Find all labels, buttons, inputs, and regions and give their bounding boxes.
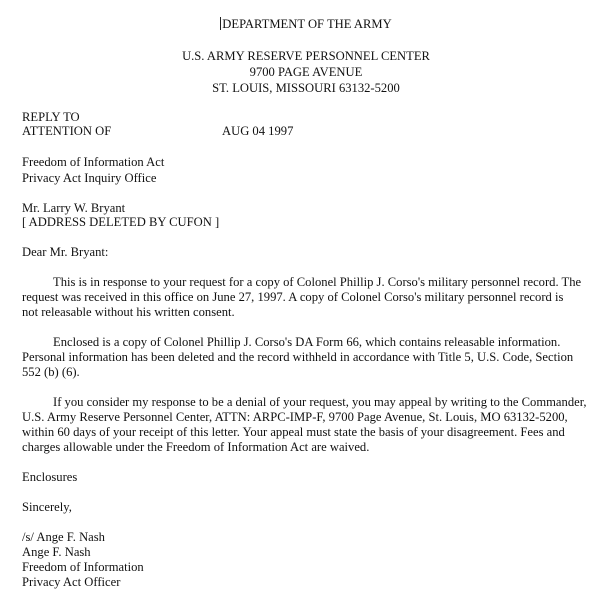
paragraph-1-line-1: This is in response to your request for a copy of Colonel Phillip J. Corso's military personnel record. The xyxy=(53,275,582,289)
paragraph-3-line-2: U.S. Army Reserve Personnel Center, ATTN: ARPC-IMP-F, 9700 Page Avenue, St. Louis, MO 63132-5200, xyxy=(22,410,568,424)
signer-title-line-2: Privacy Act Officer xyxy=(22,575,121,589)
office-line-1: Freedom of Information Act xyxy=(22,155,165,169)
recipient-address: [ ADDRESS DELETED BY CUFON ] xyxy=(22,215,220,229)
signer-title-line-1: Freedom of Information xyxy=(22,560,144,574)
attention-of-label: ATTENTION OF xyxy=(22,124,112,138)
letterhead-title-line xyxy=(0,17,600,32)
letterhead-street: 9700 PAGE AVENUE xyxy=(249,65,363,79)
letterhead-center-name: U.S. ARMY RESERVE PERSONNEL CENTER xyxy=(182,49,430,63)
reply-to-label: REPLY TO xyxy=(22,110,80,124)
office-line-2: Privacy Act Inquiry Office xyxy=(22,171,157,185)
letter-date: AUG 04 1997 xyxy=(222,124,294,138)
paragraph-3-line-4: charges allowable under the Freedom of Information Act are waived. xyxy=(22,440,370,454)
paragraph-3-line-1: If you consider my response to be a denial of your request, you may appeal by writing to the Commander, xyxy=(53,395,587,409)
paragraph-2-line-2: Personal information has been deleted and the record withheld in accordance with Title 5, U.S. Code, Section xyxy=(22,350,574,364)
paragraph-3-line-3: within 60 days of your receipt of this letter. Your appeal must state the basis of your disagreement. Fees and xyxy=(22,425,565,439)
recipient-name: Mr. Larry W. Bryant xyxy=(22,201,126,215)
paragraph-1-line-2: request was received in this office on June 27, 1997. A copy of Colonel Corso's military personnel record is xyxy=(22,290,564,304)
signer-name: Ange F. Nash xyxy=(22,545,91,559)
department-title: DEPARTMENT OF THE ARMY xyxy=(222,17,392,31)
enclosures-label: Enclosures xyxy=(22,470,78,484)
salutation: Dear Mr. Bryant: xyxy=(22,245,109,259)
paragraph-1-line-3: not releasable without his written consent. xyxy=(22,305,235,319)
paragraph-2-line-1: Enclosed is a copy of Colonel Phillip J. Corso's DA Form 66, which contains releasable information. xyxy=(53,335,561,349)
signature-line: /s/ Ange F. Nash xyxy=(22,530,105,544)
letterhead-city: ST. LOUIS, MISSOURI 63132-5200 xyxy=(212,81,400,95)
paragraph-2-line-3: 552 (b) (6). xyxy=(22,365,80,379)
closing: Sincerely, xyxy=(22,500,72,514)
